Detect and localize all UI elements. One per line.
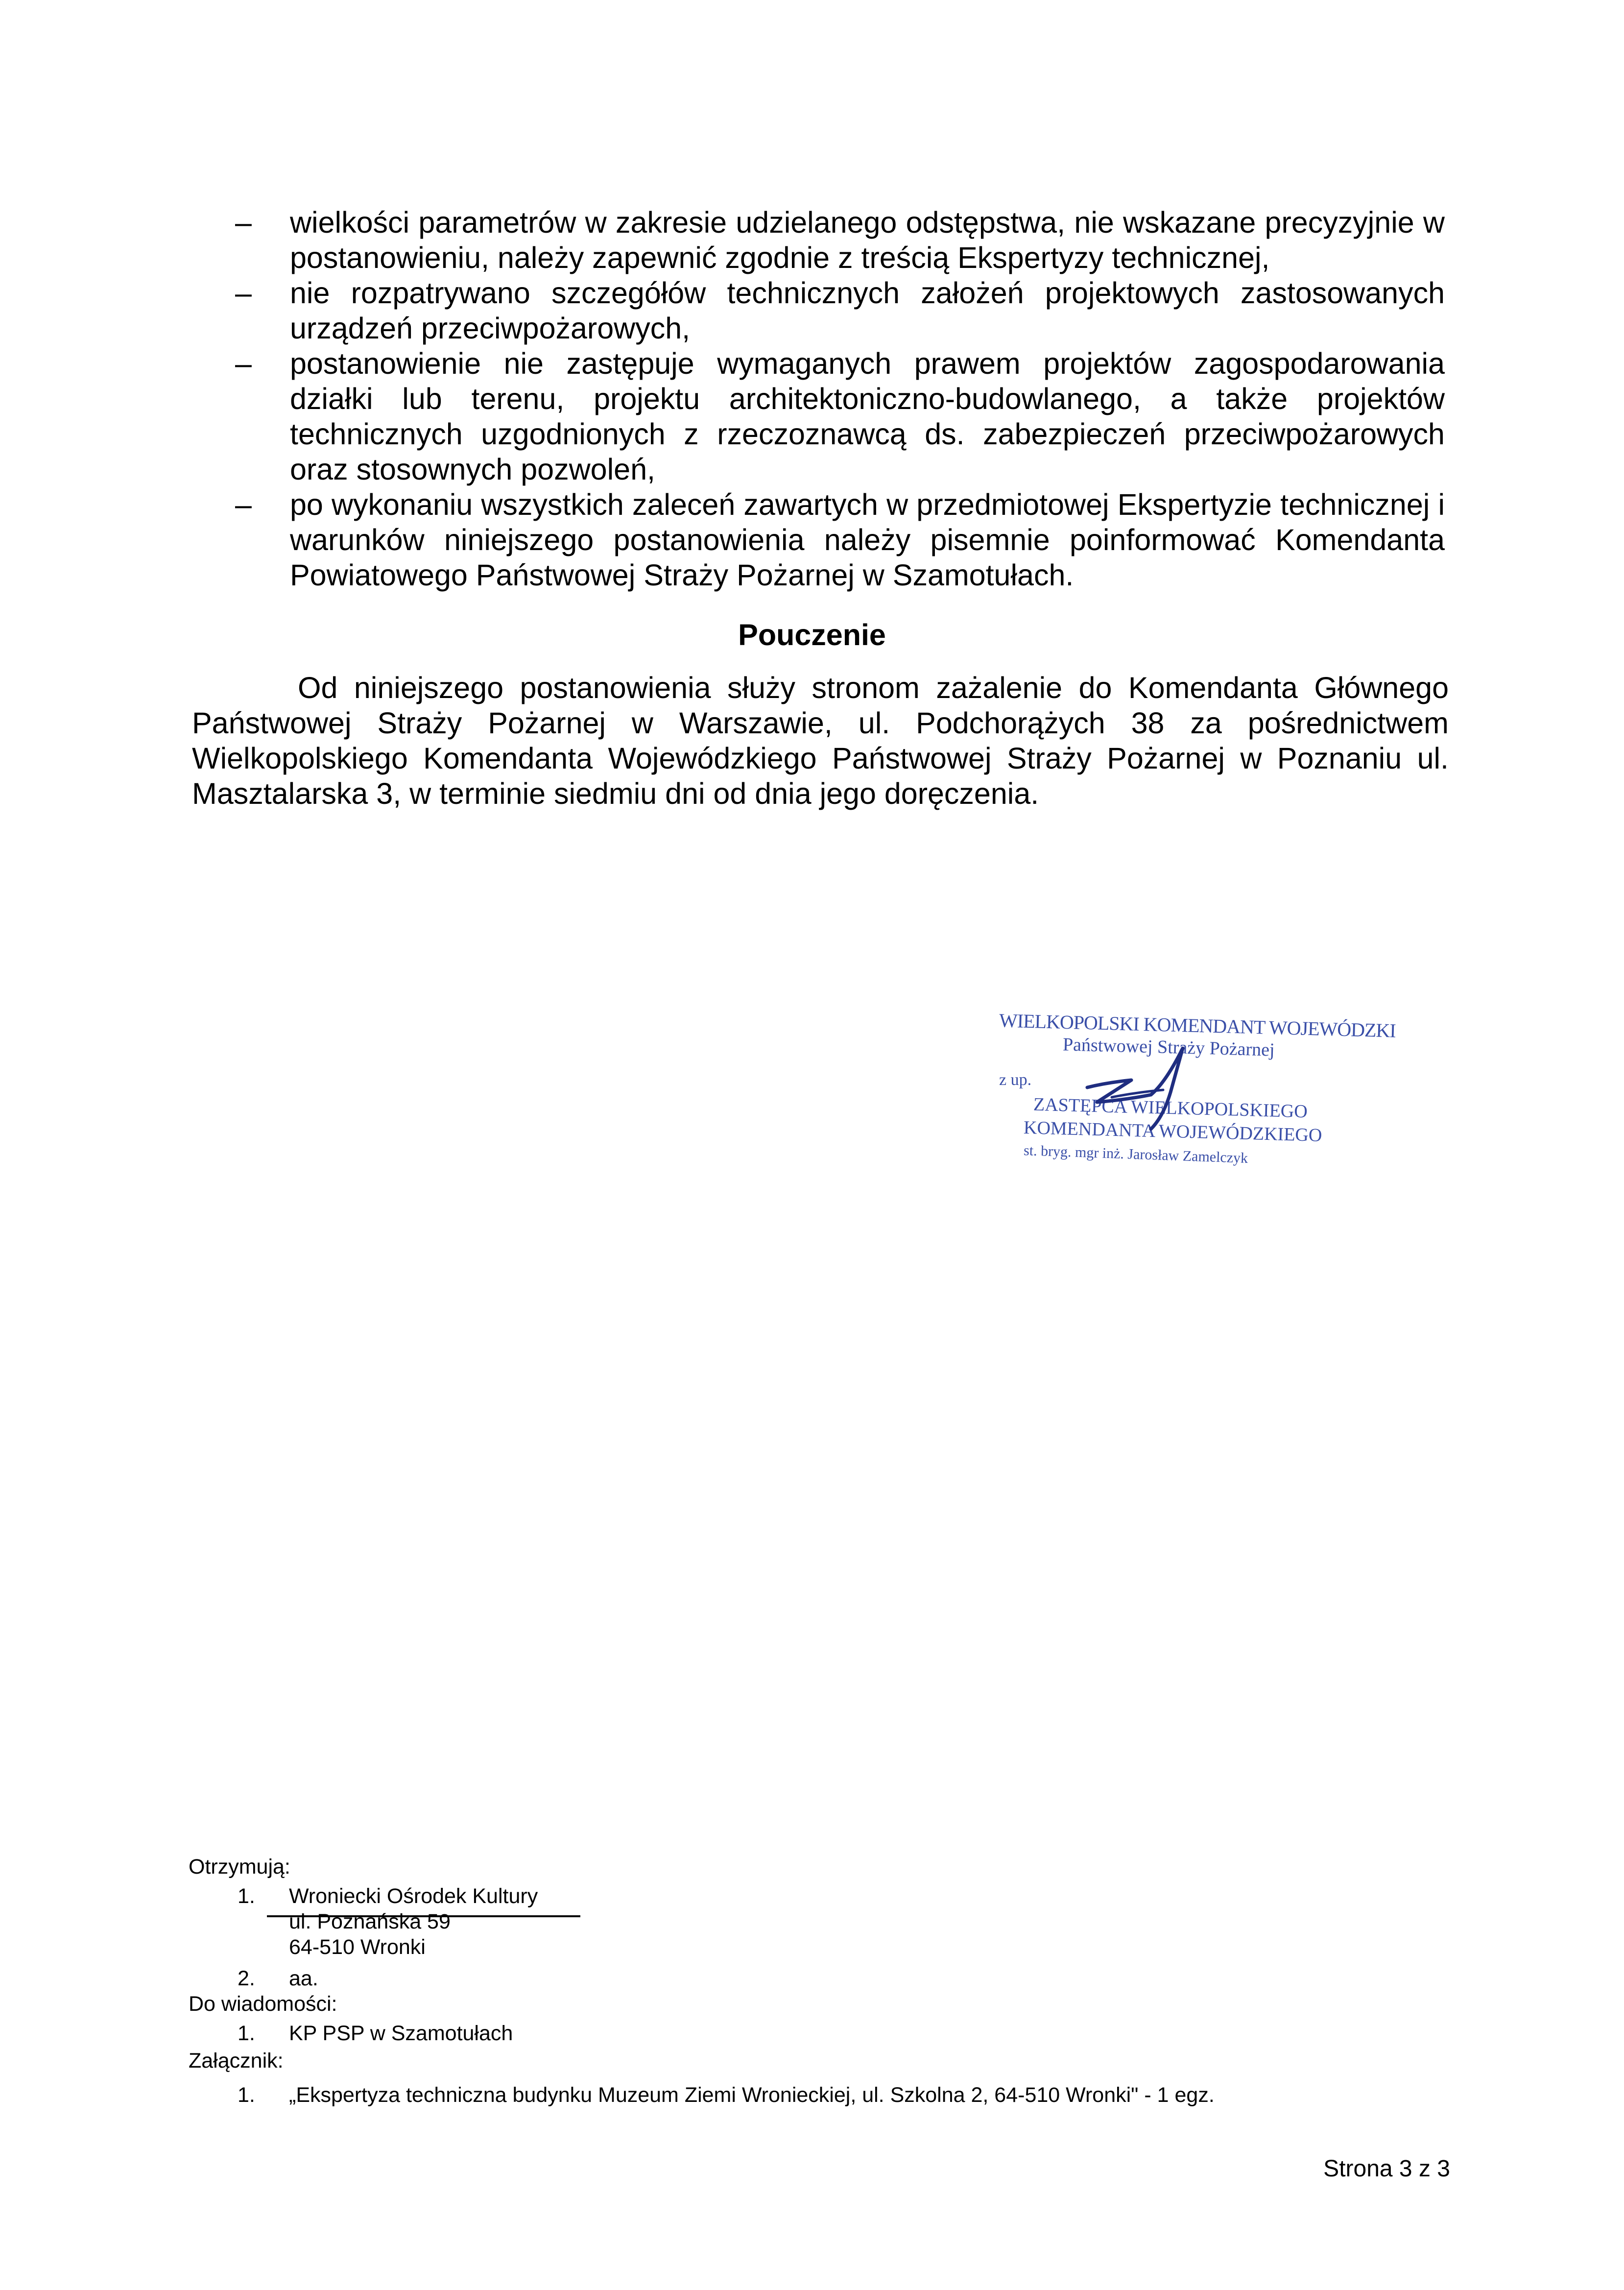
official-stamp [999,1009,1410,1176]
condition-item [235,346,1445,487]
recipients-heading: Otrzymują: [189,1855,290,1879]
stamp-line: Państwowej Straży Pożarnej [1062,1034,1275,1061]
cc-recipient: KP PSP w Szamotułach [289,2022,513,2045]
bullet-dash: – [235,488,252,521]
recipient-address: ul. Poznańska 59 [289,1910,451,1933]
stamp-line: st. bryg. mgr inż. Jarosław Zamelczyk [1023,1142,1248,1166]
attachments-heading: Załącznik: [189,2049,284,2073]
recipient-name: aa. [289,1967,318,1990]
list-number: 1. [238,2022,255,2045]
handwritten-signature [1077,1034,1205,1132]
stamp-line: KOMENDANTA WOJEWÓDZKIEGO [1023,1117,1322,1146]
stamp-line: WIELKOPOLSKI KOMENDANT WOJEWÓDZKI [999,1009,1396,1042]
condition-text: postanowienie nie zastępuje wymaganych prawem projektów zagospodarowania działki lub terenu, projektu architektoniczno-budowlanego, a także projektów technicznych uzgodnionych z rzeczoznawcą ds. zabezpieczeń przeciwpożarowych oraz stosownych pozwoleń, [290,347,1445,486]
bullet-dash: – [235,206,252,239]
condition-text: wielkości parametrów w zakresie udzielanego odstępstwa, nie wskazane precyzyjnie w postanowieniu, należy zapewnić zgodnie z treścią Ekspertyzy technicznej, [290,206,1445,274]
underline-divider [267,1915,580,1917]
condition-item [235,275,1445,346]
list-number: 1. [238,1884,255,1908]
appeal-instructions: Od niniejszego postanowienia służy stronom zażalenie do Komendanta Głównego Państwowej Straży Pożarnej w Warszawie, ul. Podchorążych 38 za pośrednictwem Wielkopolskiego Komendanta Wojewódzkiego Państwowej Straży Pożarnej w Poznaniu ul. Masztalarska 3, w terminie siedmiu dni od dnia jego doręczenia. [192,671,1449,810]
condition-text: nie rozpatrywano szczegółów technicznych założeń projektowych zastosowanych urządzeń przeciwpożarowych, [290,276,1445,345]
recipient-postal: 64-510 Wronki [289,1935,426,1959]
attachment-item: „Ekspertyza techniczna budynku Muzeum Ziemi Wronieckiej, ul. Szkolna 2, 64-510 Wronki" - 1 egz. [289,2083,1215,2107]
condition-item [235,205,1445,275]
stamp-line: z up. [999,1071,1032,1089]
recipient-name: Wroniecki Ośrodek Kultury [289,1884,538,1908]
bullet-dash: – [235,276,252,310]
section-title: Pouczenie [738,618,886,651]
page-number: Strona 3 z 3 [1323,2156,1450,2182]
stamp-line: ZASTĘPCA WIELKOPOLSKIEGO [1033,1094,1308,1122]
list-number: 2. [238,1967,255,1990]
bullet-dash: – [235,347,252,380]
conditions-list [235,205,1445,593]
condition-item [235,487,1445,593]
list-number: 1. [238,2083,255,2107]
cc-heading: Do wiadomości: [189,1992,337,2016]
condition-text: po wykonaniu wszystkich zaleceń zawartych w przedmiotowej Ekspertyzie technicznej i warunków niniejszego postanowienia należy pisemnie poinformować Komendanta Powiatowego Państwowej Straży Pożarnej w Szamotułach. [290,488,1445,592]
